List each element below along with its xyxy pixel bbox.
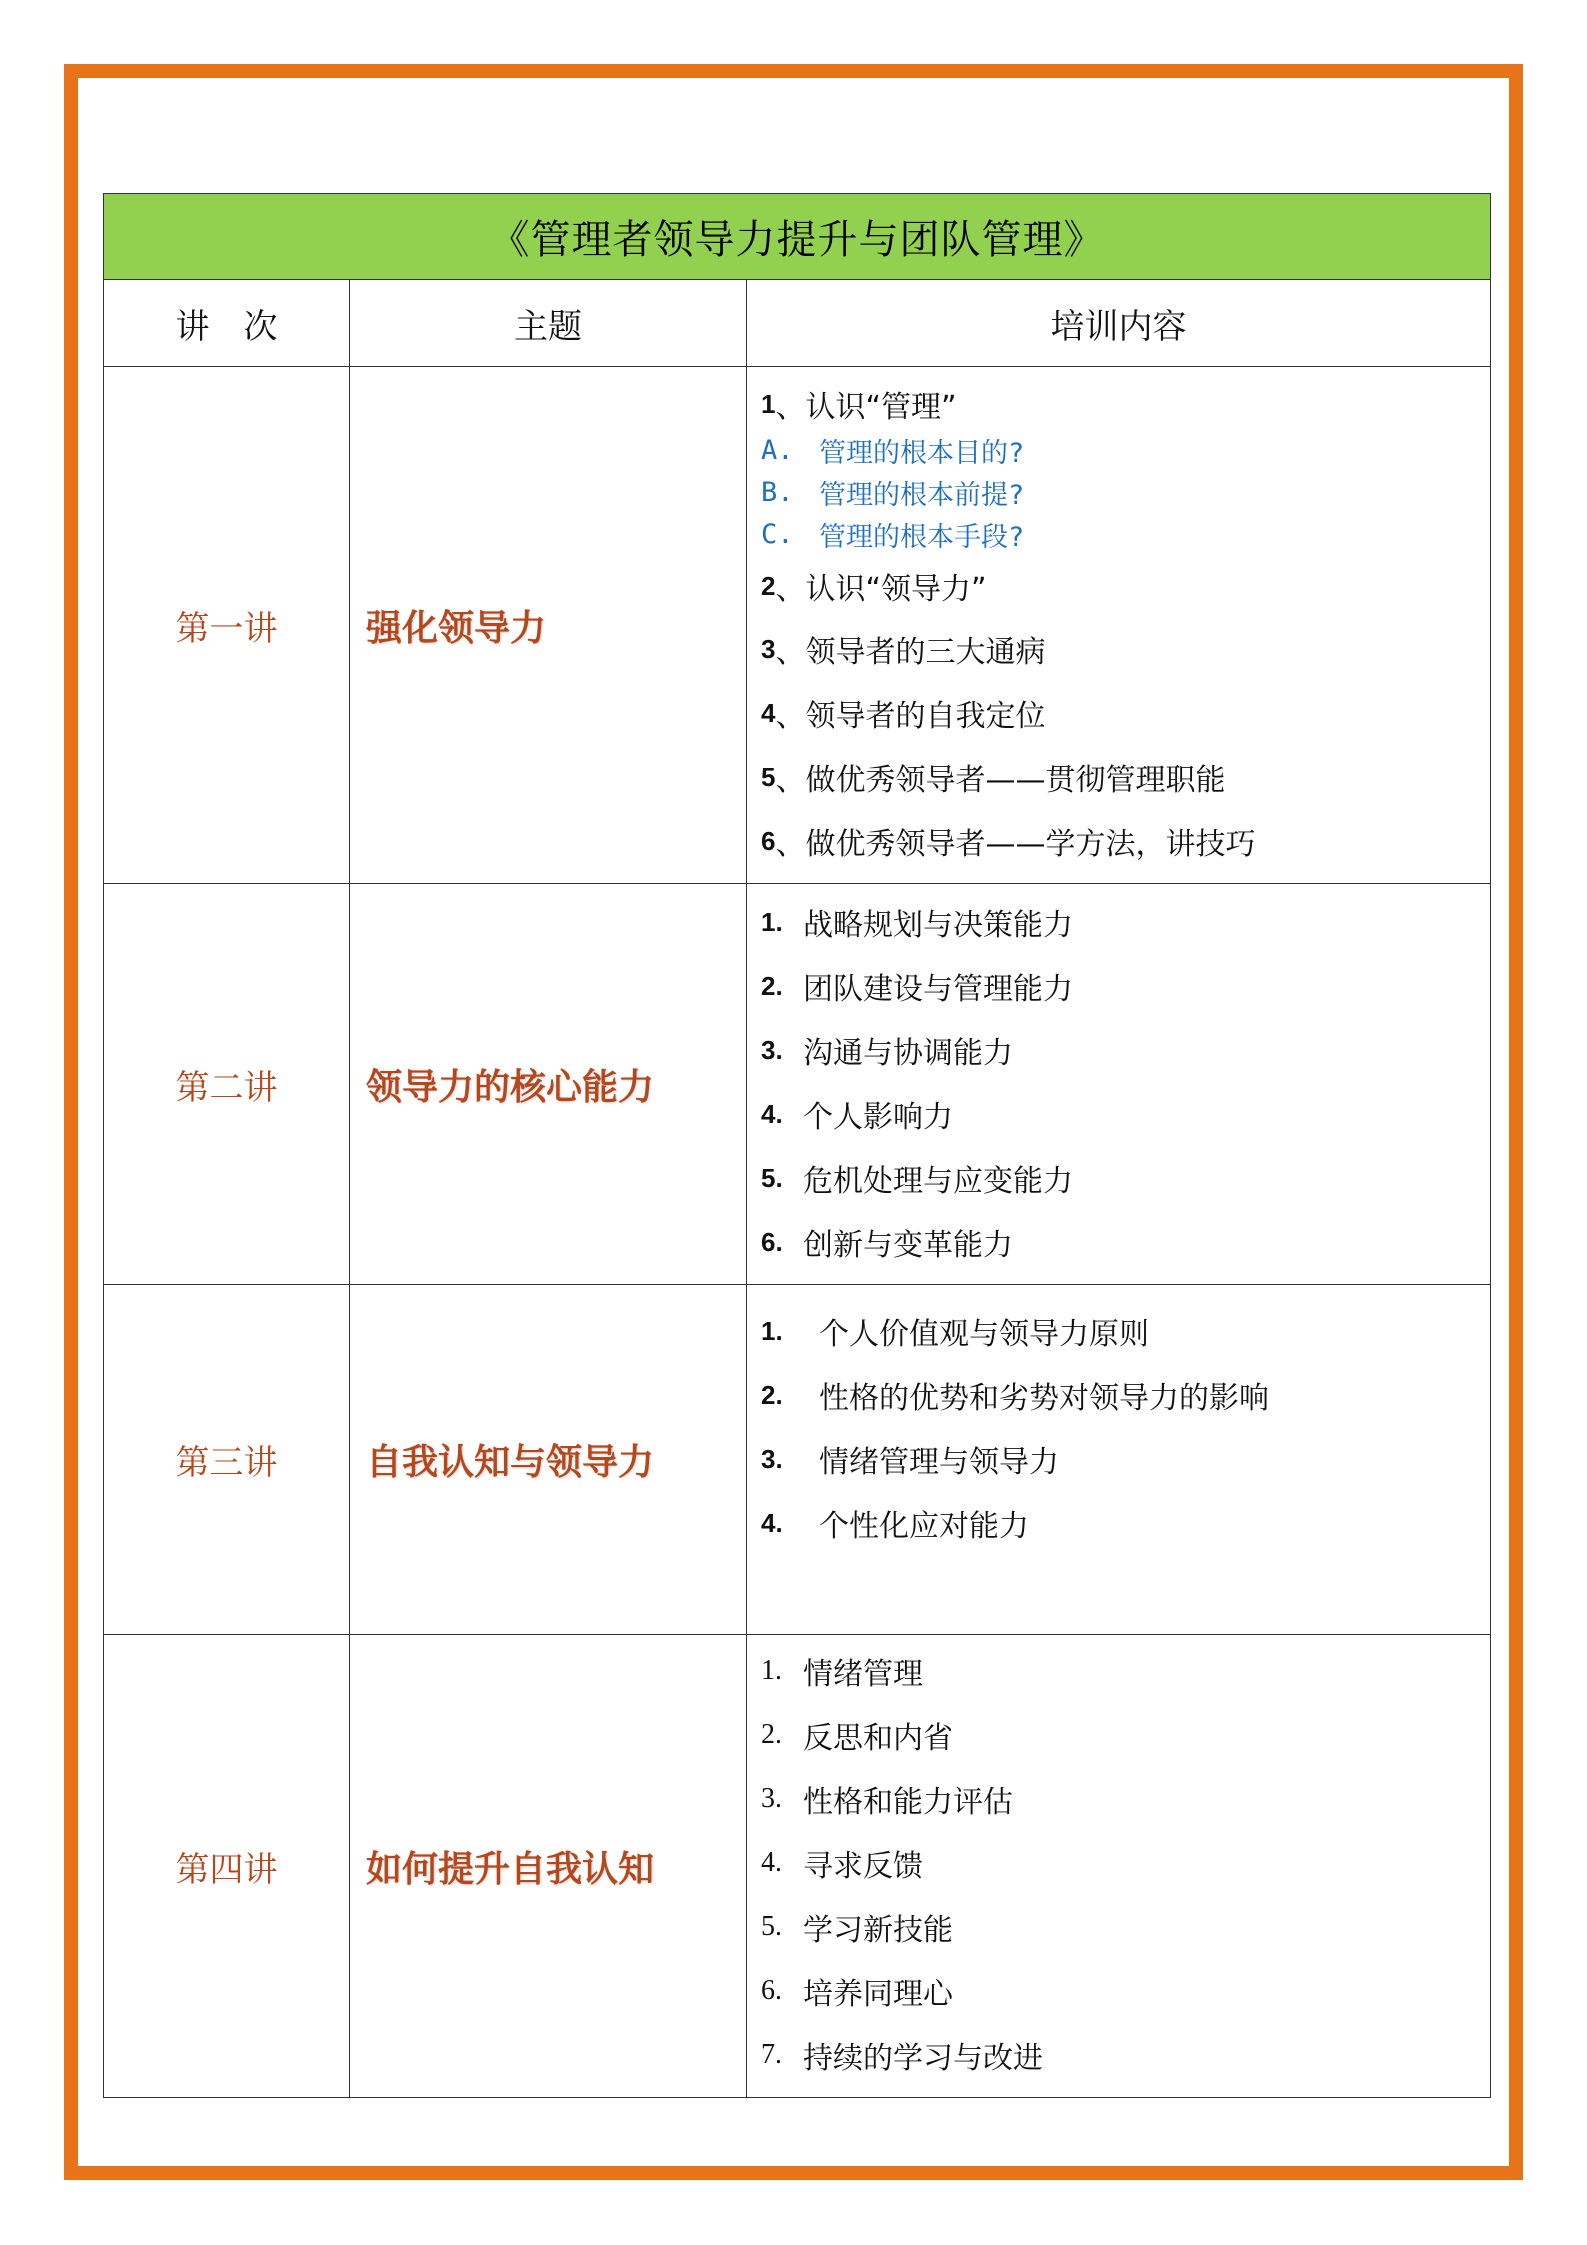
content-item: 6 、 做优秀领导者——学方法，讲技巧 bbox=[761, 825, 1256, 862]
lecture-name: 第四讲 bbox=[104, 1635, 350, 2098]
content-item: 5 、 做优秀领导者——贯彻管理职能 bbox=[761, 761, 1226, 798]
lecture-row-4 bbox=[104, 1635, 1491, 2098]
lecture-content bbox=[747, 367, 1491, 884]
lecture-content bbox=[747, 1635, 1491, 2098]
lecture-content bbox=[747, 1285, 1491, 1635]
content-item: 7. 持续的学习与改进 bbox=[761, 2039, 1043, 2076]
content-item: 2. 反思和内省 bbox=[761, 1719, 953, 1756]
lecture-name: 第三讲 bbox=[104, 1285, 350, 1635]
content-item: 3. 性格和能力评估 bbox=[761, 1783, 1013, 1820]
header-lecture: 讲 次 bbox=[104, 280, 350, 367]
course-title: 《管理者领导力提升与团队管理》 bbox=[104, 194, 1491, 280]
content-item: 3 、 领导者的三大通病 bbox=[761, 633, 1046, 670]
content-item: 4. 个性化应对能力 bbox=[761, 1507, 1029, 1544]
content-item: 2 、 认识“领导力” bbox=[761, 570, 987, 607]
lecture-row-2 bbox=[104, 884, 1491, 1285]
content-item: 6. 培养同理心 bbox=[761, 1975, 953, 2012]
header-row bbox=[104, 280, 1491, 367]
header-topic: 主题 bbox=[350, 280, 747, 367]
sub-item: B. 管理的根本前提? bbox=[761, 476, 1025, 511]
lecture-name: 第一讲 bbox=[104, 367, 350, 884]
content-item: 1. 战略规划与决策能力 bbox=[761, 906, 1073, 943]
content-item: 3. 情绪管理与领导力 bbox=[761, 1443, 1059, 1480]
content-item: 2. 性格的优势和劣势对领导力的影响 bbox=[761, 1379, 1269, 1416]
lecture-topic: 领导力的核心能力 bbox=[350, 884, 747, 1285]
content-item: 4. 寻求反馈 bbox=[761, 1847, 923, 1884]
content-item: 4 、 领导者的自我定位 bbox=[761, 697, 1046, 734]
lecture-topic: 自我认知与领导力 bbox=[350, 1285, 747, 1635]
lecture-topic: 强化领导力 bbox=[350, 367, 747, 884]
lecture-content bbox=[747, 884, 1491, 1285]
course-table bbox=[103, 193, 1491, 2098]
sub-item: A. 管理的根本目的? bbox=[761, 434, 1025, 469]
content-item: 5. 学习新技能 bbox=[761, 1911, 953, 1948]
content-item: 1 、 认识“管理” bbox=[761, 388, 957, 425]
header-content: 培训内容 bbox=[747, 280, 1491, 367]
lecture-row-1 bbox=[104, 367, 1491, 884]
lecture-name: 第二讲 bbox=[104, 884, 350, 1285]
content-item: 1. 个人价值观与领导力原则 bbox=[761, 1315, 1149, 1352]
sub-item: C. 管理的根本手段? bbox=[761, 518, 1025, 553]
lecture-topic: 如何提升自我认知 bbox=[350, 1635, 747, 2098]
content-item: 4. 个人影响力 bbox=[761, 1098, 953, 1135]
content-item: 2. 团队建设与管理能力 bbox=[761, 970, 1073, 1007]
content-item: 1. 情绪管理 bbox=[761, 1655, 923, 1692]
content-item: 6. 创新与变革能力 bbox=[761, 1226, 1013, 1263]
lecture-row-3 bbox=[104, 1285, 1491, 1635]
content-item: 5. 危机处理与应变能力 bbox=[761, 1162, 1073, 1199]
content-item: 3. 沟通与协调能力 bbox=[761, 1034, 1013, 1071]
